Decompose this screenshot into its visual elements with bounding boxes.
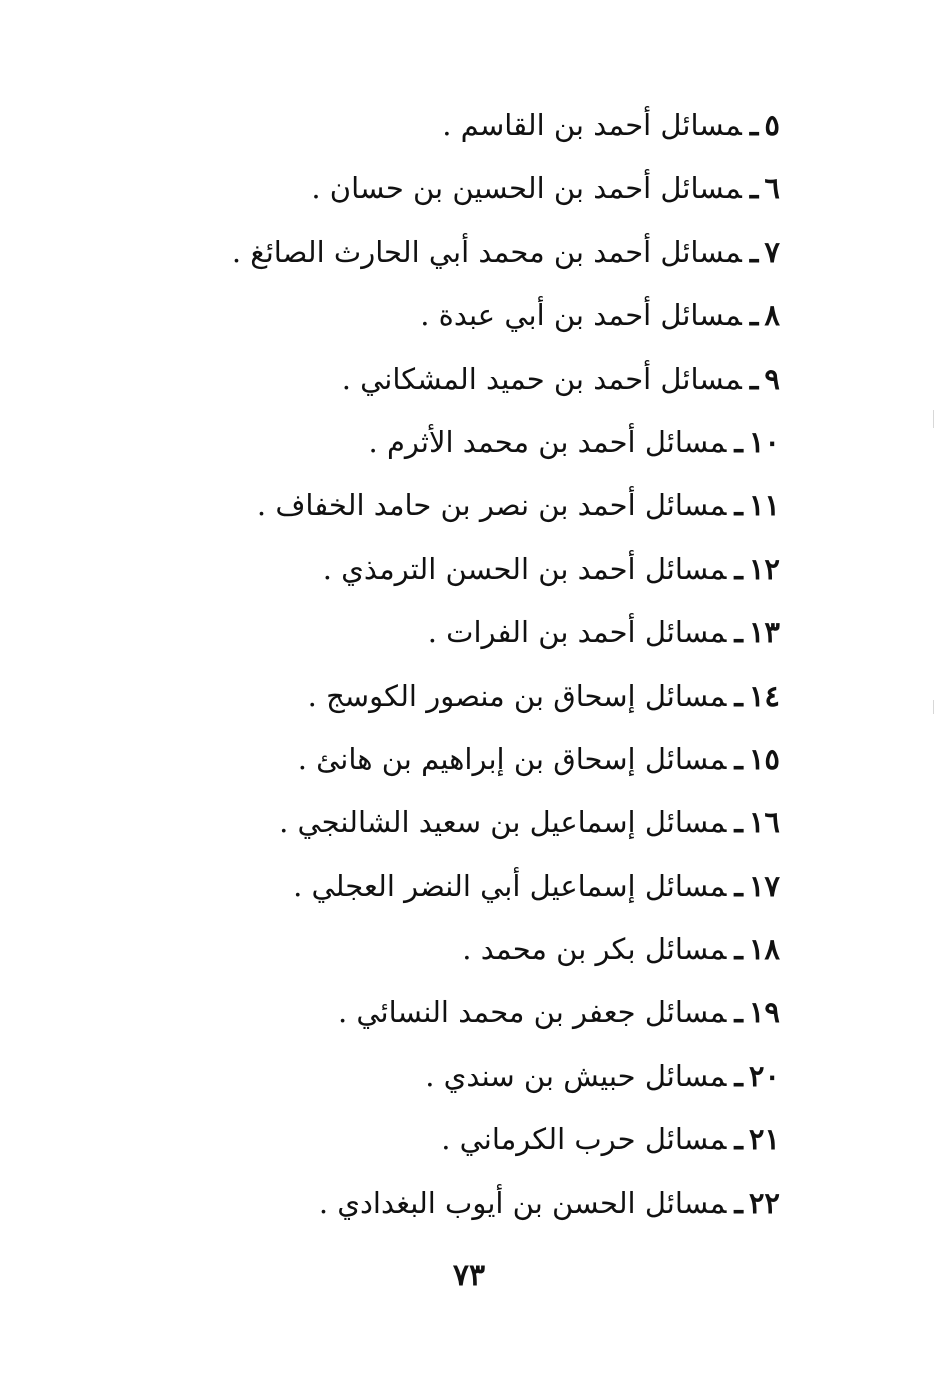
entry-text: مسائل جعفر بن محمد النسائي .: [337, 995, 727, 1030]
entry-text: مسائل أحمد بن الحسن الترمذي .: [322, 551, 727, 586]
entry-number: ٢٠: [748, 1058, 780, 1093]
entry-text: مسائل أحمد بن حميد المشكاني .: [341, 361, 742, 396]
entry-separator: ـ: [734, 995, 743, 1030]
entry-text: مسائل إسحاق بن منصور الكوسج .: [307, 678, 727, 713]
scan-edge-mark: [933, 700, 934, 714]
list-item: [140, 791, 780, 854]
entry-number: ١٩: [748, 995, 780, 1030]
entry-separator: ـ: [734, 805, 743, 840]
list-item: [140, 728, 780, 791]
entry-number: ١٨: [748, 932, 780, 967]
entry-number: ١٥: [748, 741, 780, 776]
entry-number: ٥: [764, 108, 780, 142]
entry-text: مسائل أحمد بن القاسم .: [442, 108, 742, 142]
entry-text: مسائل أحمد بن الحسين بن حسان .: [311, 171, 742, 206]
entry-text: مسائل حبيش بن سندي .: [425, 1058, 727, 1093]
list-item: [140, 855, 780, 918]
list-item: [140, 1045, 780, 1108]
entry-separator: ـ: [749, 108, 759, 142]
entry-number: ٩: [764, 361, 780, 396]
page-number: ٧٣: [452, 1258, 486, 1293]
entry-separator: ـ: [749, 298, 759, 333]
entry-separator: ـ: [734, 551, 743, 586]
list-item: [140, 221, 780, 284]
entry-number: ١٧: [748, 868, 780, 903]
entry-number: ٧: [764, 234, 780, 269]
entry-number: ١٤: [748, 678, 780, 713]
entry-separator: ـ: [734, 868, 743, 903]
entry-text: مسائل أحمد بن محمد أبي الحارث الصائغ .: [231, 234, 742, 269]
entry-separator: ـ: [734, 932, 743, 967]
entry-number: ١٣: [748, 615, 780, 650]
entry-separator: ـ: [734, 1185, 743, 1220]
entry-separator: ـ: [734, 424, 743, 459]
list-item: [140, 665, 780, 728]
entry-number: ١٠: [748, 424, 780, 459]
list-item: [140, 538, 780, 601]
list-item: [140, 918, 780, 981]
list-item: [140, 94, 780, 157]
list-item: [140, 981, 780, 1044]
entry-number: ١٢: [748, 551, 780, 586]
entry-text: مسائل أحمد بن أبي عبدة .: [420, 298, 742, 333]
list-item: [140, 474, 780, 537]
entry-number: ٢٢: [748, 1185, 780, 1220]
entry-separator: ـ: [734, 1122, 743, 1157]
entry-list: [140, 94, 780, 1235]
entry-text: مسائل إسحاق بن إبراهيم بن هانئ .: [297, 741, 727, 776]
entry-text: مسائل بكر بن محمد .: [462, 932, 727, 967]
entry-text: مسائل حرب الكرماني .: [441, 1122, 727, 1157]
list-item: [140, 411, 780, 474]
list-item: [140, 1108, 780, 1171]
list-item: [140, 157, 780, 220]
entry-text: مسائل الحسن بن أيوب البغدادي .: [318, 1185, 727, 1220]
scan-edge-mark: [933, 410, 934, 428]
entry-separator: ـ: [749, 361, 759, 396]
entry-separator: ـ: [734, 615, 743, 650]
entry-text: مسائل أحمد بن محمد الأثرم .: [368, 424, 727, 459]
entry-text: مسائل أحمد بن الفرات .: [427, 615, 727, 650]
entry-number: ١٦: [748, 805, 780, 840]
entry-number: ٨: [764, 298, 780, 333]
entry-separator: ـ: [734, 741, 743, 776]
list-item: [140, 1172, 780, 1235]
entry-separator: ـ: [734, 488, 743, 523]
entry-number: ٦: [764, 171, 780, 206]
entry-text: مسائل إسماعيل بن سعيد الشالنجي .: [279, 805, 727, 840]
entry-separator: ـ: [734, 1058, 743, 1093]
list-item: [140, 601, 780, 664]
entry-number: ١١: [748, 488, 780, 523]
entry-separator: ـ: [749, 234, 759, 269]
entry-separator: ـ: [734, 678, 743, 713]
entry-separator: ـ: [749, 171, 759, 206]
list-item: [140, 348, 780, 411]
list-item: [140, 284, 780, 347]
entry-number: ٢١: [748, 1122, 780, 1157]
entry-text: مسائل أحمد بن نصر بن حامد الخفاف .: [256, 488, 727, 523]
entry-text: مسائل إسماعيل أبي النضر العجلي .: [293, 868, 727, 903]
